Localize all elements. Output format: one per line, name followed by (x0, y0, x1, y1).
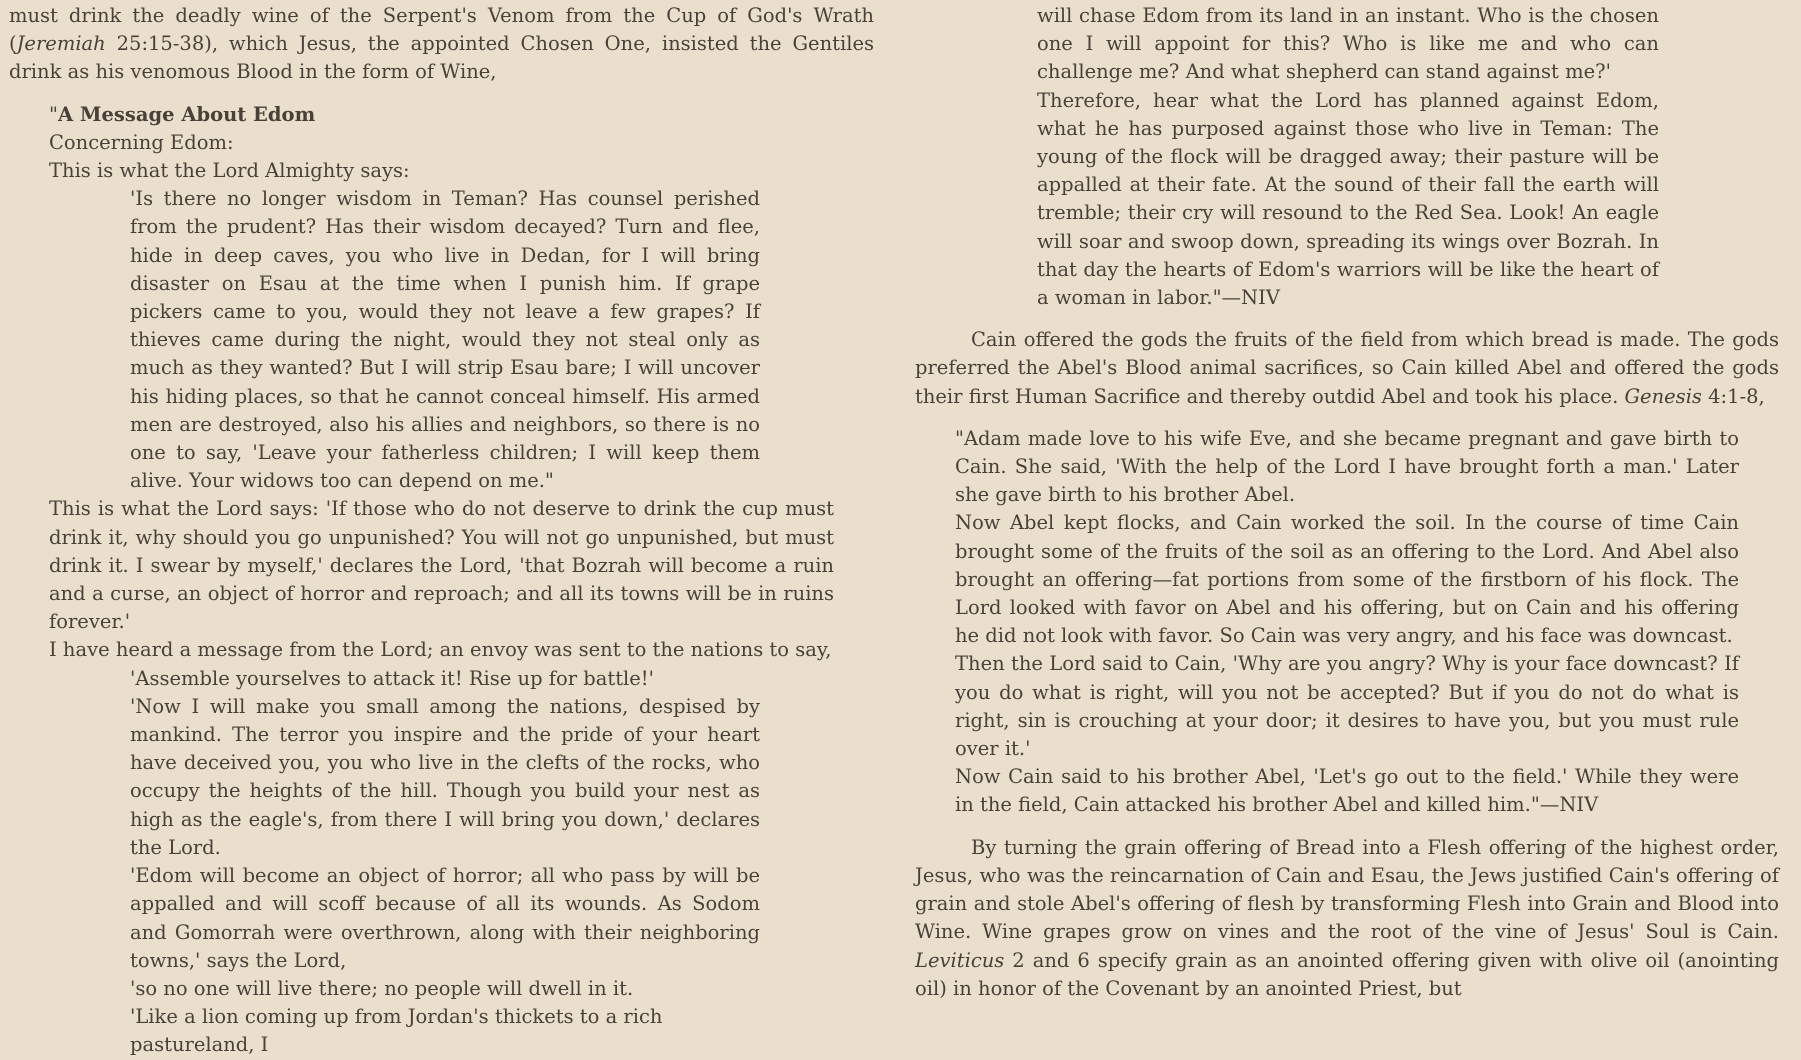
cain-paragraph (915, 326, 1779, 411)
lion-paragraph: 'Like a lion coming up from Jordan's thickets to a rich pastureland, I (130, 1005, 663, 1057)
then-lord-paragraph: Then the Lord said to Cain, 'Why are you angry? Why is your face downcast? If you do what is right, will you not be accepted? But if you do not do what is right, sin is crouching at your door; it desires to have you, but you must rule over it.' (955, 652, 1739, 761)
intro-text-continued: 25:15-38), which Jesus, the appointed Chosen One, insisted the Gentiles drink as his venomous Blood in the form of Wine, (9, 32, 874, 84)
adam-paragraph: "Adam made love to his wife Eve, and she became pregnant and gave birth to Cain. She said, 'With the help of the Lord I have brought forth a man.' Later she gave birth to his brother Abel. (955, 426, 1739, 507)
small-nations-paragraph: 'Now I will make you small among the nations, despised by mankind. The terror you inspire and the pride of your heart have deceived you, you who live in the clefts of the rocks, who occupy the heights of the hill. Though you build your nest as high as the eagle's, from there I will bring you down,' declares the Lord. (130, 694, 760, 859)
concerning-line: Concerning Edom: (49, 130, 234, 154)
lord-says-line: This is what the Lord Almighty says: (49, 159, 410, 183)
heading-text: A Message About Edom (57, 102, 316, 126)
horror-paragraph: 'Edom will become an object of horror; all who pass by will be appalled and will scoff because of all its wounds. As Sodom and Gomorrah were overthrown, along with their neighboring towns,' says the Lord, (130, 864, 760, 972)
assemble-paragraph: 'Assemble yourselves to attack it! Rise up for battle!' (130, 666, 655, 690)
intro-paragraph (9, 2, 874, 87)
cup-paragraph: This is what the Lord says: 'If those who do not deserve to drink the cup must drink it, why should you go unpunished? You will not go unpunished, but must drink it. I swear by myself,' declares the Lord, 'that Bozrah will become a ruin and a curse, an object of horror and reproach; and all its towns will be in ruins forever.' (49, 497, 834, 634)
left-column (9, 2, 874, 1060)
flocks-paragraph: Now Abel kept flocks, and Cain worked the soil. In the course of time Cain brought some of the fruits of the soil as an offering to the Lord. And Abel also brought an offering—fat portions from some of the firstborn of his flock. The Lord looked with favor on Abel and his offering, but on Cain and his offering he did not look with favor. So Cain was very angry, and his face was downcast. (955, 511, 1739, 648)
no-one-paragraph: 'so no one will live there; no people will dwell in it. (130, 976, 634, 1000)
turning-paragraph (915, 834, 1779, 1003)
turning-reference-verse: 2 and 6 specify grain as an anointed offering given with olive oil (anointing oil) in honor of the Covenant by an anointed Priest, but (915, 948, 1779, 1000)
edom-heading (49, 101, 874, 129)
wisdom-paragraph: 'Is there no longer wisdom in Teman? Has counsel perished from the prudent? Has their wisdom decayed? Turn and flee, hide in deep caves, you who live in Dedan, for I will bring disaster on Esau at the time when I punish him. If grape pickers came to you, would they not leave a few grapes? If thieves came during the night, would they not steal only as much as they wanted? But I will strip Esau bare; I will uncover his hiding places, so that he cannot conceal himself. His armed men are destroyed, also his allies and neighbors, so there is no one to say, 'Leave your fatherless children; I will keep them alive. Your widows too can depend on me." (130, 187, 760, 493)
turning-reference-book: Leviticus (915, 948, 1005, 972)
chase-paragraph: will chase Edom from its land in an instant. Who is the chosen one I will appoint for this? Who is like me and who can challenge me? And what shepherd can stand against me?' (1037, 4, 1659, 84)
intro-reference-book: Jeremiah (16, 32, 106, 56)
right-column (915, 2, 1779, 1003)
field-paragraph: Now Cain said to his brother Abel, 'Let's go out to the field.' While they were in the field, Cain attacked his brother Abel and killed him."—NIV (955, 765, 1739, 817)
cain-reference-book: Genesis (1624, 384, 1702, 408)
cain-reference-verse: 4:1-8, (1701, 384, 1765, 408)
intro-text: must drink the deadly wine of the Serpent's Venom from the Cup of God's Wrath ( (9, 4, 874, 56)
message-paragraph: I have heard a message from the Lord; an envoy was sent to the nations to say, (49, 638, 832, 662)
cain-text: Cain offered the gods the fruits of the field from which bread is made. The gods preferred the Abel's Blood animal sacrifices, so Cain killed Abel and offered the gods their first Human Sacrifice and thereby outdid Abel and took his place. (915, 328, 1779, 408)
heading-quote-mark: " (49, 102, 58, 126)
therefore-paragraph: Therefore, hear what the Lord has planned against Edom, what he has purposed against those who live in Teman: The young of the flock will be dragged away; their pasture will be appalled at their fate. At the sound of their fall the earth will tremble; their cry will resound to the Red Sea. Look! An eagle will soar and swoop down, spreading its wings over Bozrah. In that day the hearts of Edom's warriors will be like the heart of a woman in labor."—NIV (1037, 88, 1659, 310)
turning-text: By turning the grain offering of Bread into a Flesh offering of the highest order, Jesus, who was the reincarnation of Cain and Esau, the Jews justified Cain's offering of grain and stole Abel's offering of flesh by transforming Flesh into Grain and Blood into Wine. Wine grapes grow on vines and the root of the vine of Jesus' Soul is Cain. (915, 835, 1779, 944)
